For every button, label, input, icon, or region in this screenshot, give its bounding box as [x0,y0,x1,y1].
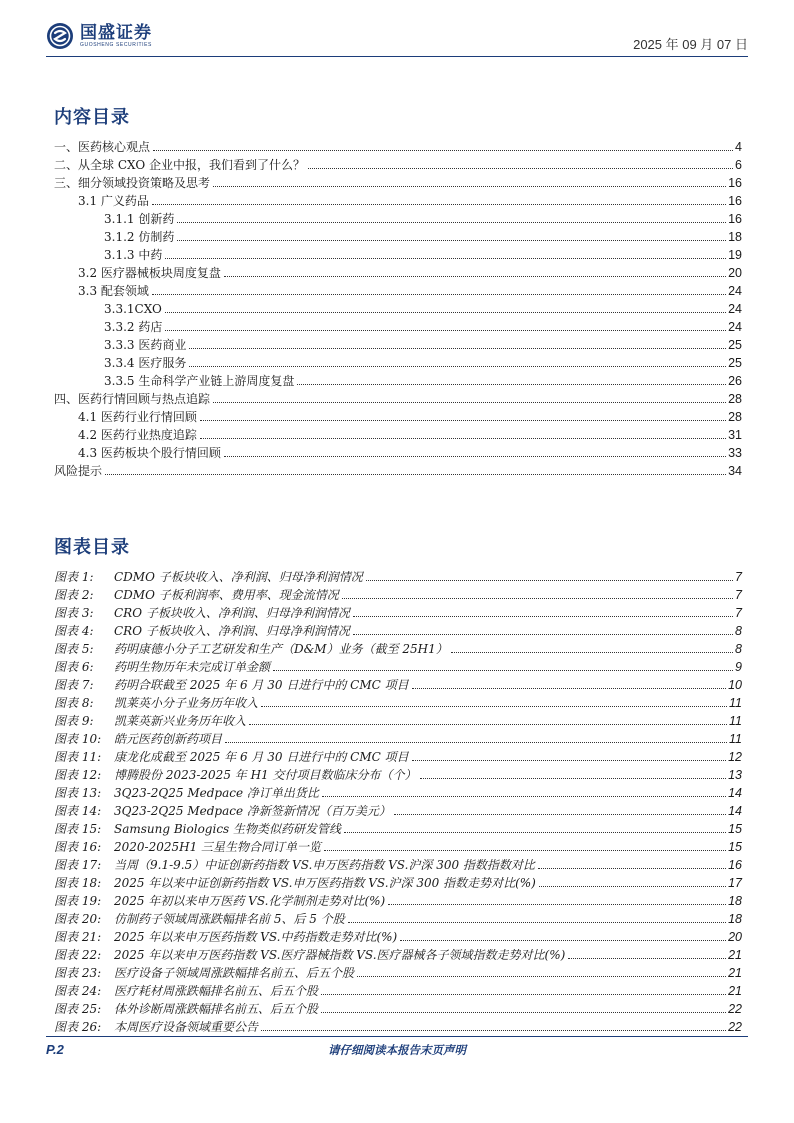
figure-entry[interactable] [54,620,742,638]
figure-list [54,566,742,1034]
toc-entry-title: 3.1.1 创新药 [104,212,175,226]
dot-leader [213,186,726,187]
toc-entry-title: 3.3.2 药店 [104,320,163,334]
dot-leader [388,904,726,905]
toc-entry-title: 3.1.2 仿制药 [104,230,175,244]
dot-leader [357,976,726,977]
toc-entry[interactable] [54,388,742,406]
figure-entry-text [54,912,345,926]
figure-label: 图表 17: [54,858,102,872]
figure-entry-page: 11 [729,732,742,746]
toc-entry-title: 3.2 医疗器械板块周度复盘 [78,266,221,280]
logo-mark-icon [46,22,74,50]
figure-entry[interactable] [54,890,742,908]
figure-label: 图表 20: [54,912,102,926]
toc-entry[interactable] [54,334,742,352]
figure-title: 药明生物历年未完成订单金额 [114,660,271,674]
toc-entry-page: 24 [728,284,742,298]
toc-entry-page: 6 [735,158,742,172]
toc-entry-title: 4.2 医药行业热度追踪 [78,428,197,442]
figure-title: CDMO 子板块收入、净利润、归母净利润情况 [114,570,363,584]
figure-entry[interactable] [54,800,742,818]
dot-leader [353,634,733,635]
dot-leader [394,814,726,815]
figure-label: 图表 4: [54,624,94,638]
toc-entry[interactable] [54,424,742,442]
figure-title: 仿制药子领域周涨跌幅排名前 5、后 5 个股 [114,912,345,926]
toc-entry-title: 3.1.3 中药 [104,248,163,262]
figure-label: 图表 18: [54,876,102,890]
figure-title: 康龙化成截至 2025 年 6 月 30 日进行中的 CMC 项目 [114,750,409,764]
toc-entry-title: 风险提示 [54,464,103,478]
toc-entry-page: 16 [728,194,742,208]
toc-entry-page: 16 [728,212,742,226]
figure-entry-text [54,804,391,818]
figure-entry-page: 11 [729,696,742,710]
figure-entry-text [54,966,354,980]
dot-leader [539,886,726,887]
figure-title: 医疗设备子领域周涨跌幅排名前五、后五个股 [114,966,355,980]
figure-entry[interactable] [54,854,742,872]
figure-title: 体外诊断周涨跌幅排名前五、后五个股 [114,1002,319,1016]
figure-label: 图表 15: [54,822,102,836]
toc-entry[interactable] [54,352,742,370]
dot-leader [322,796,726,797]
dot-leader [152,294,726,295]
figure-title: 2025 年以来申万医药指数 VS.医疗器械指数 VS.医疗器械各子领域指数走势对比(%) [114,948,566,962]
figure-entry-page: 14 [728,786,742,800]
figure-title: 药明康德小分子工艺研发和生产（D&M）业务（截至 25H1） [114,642,448,656]
dot-leader [165,258,726,259]
dot-leader [451,652,733,653]
figure-entry[interactable] [54,908,742,926]
toc-entry-title: 三、细分领域投资策略及思考 [54,176,211,190]
toc-entry-title: 一、医药核心观点 [54,140,151,154]
figure-entry-page: 22 [728,1020,742,1034]
figure-label: 图表 6: [54,660,94,674]
figure-entry-page: 12 [728,750,742,764]
figure-entry-text [54,840,321,854]
figure-entry[interactable] [54,674,742,692]
figure-entry-text [54,786,319,800]
figure-title: 博腾股份 2023-2025 年 H1 交付项目数临床分布（个） [114,768,417,782]
dot-leader [538,868,726,869]
figure-entry-text [54,984,318,998]
dot-leader [366,580,733,581]
figure-entry-page: 7 [735,606,742,620]
company-logo [46,22,152,50]
figure-entry-text [54,930,397,944]
figure-label: 图表 25: [54,1002,102,1016]
toc-entry-title: 3.3.3 医药商业 [104,338,187,352]
figure-entry-text [54,570,363,584]
page-footer [46,1036,748,1066]
figure-entry[interactable] [54,836,742,854]
dot-leader [225,742,727,743]
figure-entry-page: 13 [728,768,742,782]
figure-entry-text [54,696,258,710]
figure-label: 图表 21: [54,930,102,944]
dot-leader [177,240,726,241]
figure-entry-text [54,678,409,692]
figure-entry-page: 17 [728,876,742,890]
toc-entry[interactable] [54,208,742,226]
figure-label: 图表 3: [54,606,94,620]
toc-entry-page: 28 [728,392,742,406]
figure-entry[interactable] [54,728,742,746]
figure-entry-text [54,858,535,872]
figure-entry[interactable] [54,962,742,980]
figure-entry-text [54,894,385,908]
toc-entry-title: 四、医药行情回顾与热点追踪 [54,392,211,406]
figure-entry-text [54,660,270,674]
figure-title: 3Q23-2Q25 Medpace 净新签新情况（百万美元） [114,804,391,818]
figure-list-heading: 图表目录 [54,537,130,558]
dot-leader [152,204,726,205]
figure-entry-page: 18 [728,894,742,908]
dot-leader [308,168,733,169]
figure-label: 图表 2: [54,588,94,602]
toc-entry-page: 4 [735,140,742,154]
figure-label: 图表 22: [54,948,102,962]
figure-entry-text [54,1020,258,1034]
figure-entry-text [54,876,536,890]
dot-leader [412,760,726,761]
figure-title: 2025 年以来申万医药指数 VS.中药指数走势对比(%) [114,930,398,944]
dot-leader [200,420,726,421]
dot-leader [105,474,726,475]
figure-entry-page: 10 [728,678,742,692]
figure-title: 凯莱英小分子业务历年收入 [114,696,259,710]
figure-entry-page: 8 [735,624,742,638]
figure-label: 图表 26: [54,1020,102,1034]
toc-entry-page: 28 [728,410,742,424]
figure-label: 图表 8: [54,696,94,710]
figure-label: 图表 14: [54,804,102,818]
figure-entry[interactable] [54,710,742,728]
toc-entry-title: 二、从全球 CXO 企业中报，我们看到了什么？ [54,158,305,172]
toc-entry[interactable] [54,280,742,298]
figure-entry-text [54,606,350,620]
dot-leader [353,616,733,617]
figure-entry[interactable] [54,872,742,890]
dot-leader [261,1030,726,1031]
dot-leader [273,670,733,671]
toc-entry-page: 26 [728,374,742,388]
figure-entry[interactable] [54,656,742,674]
toc-entry[interactable] [54,154,742,172]
figure-title: 2025 年以来中证创新药指数 VS.申万医药指数 VS.沪深 300 指数走势对比(%) [114,876,536,890]
toc-entry[interactable] [54,226,742,244]
toc-entry-page: 34 [728,464,742,478]
figure-entry-page: 18 [728,912,742,926]
toc-entry-title: 3.3.4 医疗服务 [104,356,187,370]
footer-divider [46,1036,748,1037]
toc-entry-page: 33 [728,446,742,460]
figure-entry-page: 21 [728,966,742,980]
figure-title: 本周医疗设备领域重要公告 [114,1020,259,1034]
dot-leader [213,402,726,403]
dot-leader [342,598,733,599]
figure-label: 图表 13: [54,786,102,800]
figure-title: CRO 子板块收入、净利润、归母净利润情况 [114,606,350,620]
toc-entry[interactable] [54,172,742,190]
figure-entry-page: 9 [735,660,742,674]
toc-entry-title: 3.1 广义药品 [78,194,149,208]
figure-entry[interactable] [54,638,742,656]
figure-entry[interactable] [54,818,742,836]
toc-entry-page: 25 [728,338,742,352]
figure-title: CDMO 子板利润率、费用率、现金流情况 [114,588,339,602]
toc-entry-title: 3.3.1CXO [104,302,162,316]
dot-leader [261,706,727,707]
figure-title: 凯莱英新兴业务历年收入 [114,714,247,728]
figure-entry-text [54,948,565,962]
figure-entry[interactable] [54,764,742,782]
figure-entry-page: 16 [728,858,742,872]
figure-title: 2025 年初以来申万医药 VS.化学制剂走势对比(%) [114,894,386,908]
figure-entry-page: 8 [735,642,742,656]
figure-entry[interactable] [54,1016,742,1034]
figure-label: 图表 7: [54,678,94,692]
dot-leader [297,384,726,385]
page-number: P.2 [46,1042,64,1057]
toc-entry-page: 19 [728,248,742,262]
figure-title: 药明合联截至 2025 年 6 月 30 日进行中的 CMC 项目 [114,678,409,692]
toc-entry[interactable] [54,370,742,388]
page-header [46,20,748,60]
figure-entry-text [54,714,246,728]
dot-leader [400,940,726,941]
dot-leader [224,456,726,457]
figure-entry-page: 14 [728,804,742,818]
figure-label: 图表 10: [54,732,102,746]
toc-entry-page: 16 [728,176,742,190]
figure-entry[interactable] [54,980,742,998]
figure-label: 图表 1: [54,570,94,584]
toc-entry-page: 31 [728,428,742,442]
figure-entry[interactable] [54,566,742,584]
figure-title: 2020-2025H1 三星生物合同订单一览 [114,840,322,854]
figure-entry[interactable] [54,926,742,944]
figure-title: 3Q23-2Q25 Medpace 净订单出货比 [114,786,319,800]
figure-label: 图表 19: [54,894,102,908]
toc-entry[interactable] [54,406,742,424]
figure-entry-text [54,642,448,656]
toc-entry-page: 24 [728,302,742,316]
figure-entry-text [54,732,222,746]
figure-entry[interactable] [54,692,742,710]
logo-chinese-name: 国盛证券 [80,22,152,43]
figure-entry-text [54,768,417,782]
dot-leader [420,778,727,779]
toc-entry[interactable] [54,442,742,460]
figure-entry-page: 7 [735,570,742,584]
figure-label: 图表 23: [54,966,102,980]
figure-entry[interactable] [54,782,742,800]
dot-leader [568,958,726,959]
figure-entry-page: 15 [728,840,742,854]
dot-leader [224,276,726,277]
figure-entry-page: 11 [729,714,742,728]
figure-entry-page: 21 [728,948,742,962]
toc-entry-page: 25 [728,356,742,370]
toc-entry[interactable] [54,298,742,316]
figure-entry-text [54,822,341,836]
toc-entry[interactable] [54,316,742,334]
toc-entry[interactable] [54,190,742,208]
figure-entry[interactable] [54,746,742,764]
toc-entry-title: 3.3 配套领域 [78,284,149,298]
figure-title: 医疗耗材周涨跌幅排名前五、后五个股 [114,984,319,998]
figure-entry-text [54,624,350,638]
toc-entry[interactable] [54,460,742,478]
toc-entry[interactable] [54,136,742,154]
dot-leader [249,724,727,725]
figure-entry[interactable] [54,584,742,602]
dot-leader [165,312,726,313]
dot-leader [344,832,726,833]
dot-leader [177,222,726,223]
dot-leader [324,850,726,851]
figure-entry-text [54,588,339,602]
toc-entry-page: 20 [728,266,742,280]
figure-title: 当周（9.1-9.5）中证创新药指数 VS.申万医药指数 VS.沪深 300 指数指数对比 [114,858,535,872]
figure-label: 图表 9: [54,714,94,728]
figure-label: 图表 16: [54,840,102,854]
figure-entry-page: 22 [728,1002,742,1016]
dot-leader [165,330,726,331]
logo-english-name: GUOSHENG SECURITIES [80,41,152,48]
dot-leader [153,150,733,151]
figure-entry-page: 20 [728,930,742,944]
dot-leader [189,366,726,367]
footer-disclaimer: 请仔细阅读本报告末页声明 [328,1043,466,1057]
figure-label: 图表 24: [54,984,102,998]
dot-leader [189,348,726,349]
figure-entry-text [54,750,409,764]
figure-label: 图表 5: [54,642,94,656]
header-divider [46,56,748,57]
table-of-contents [54,136,742,478]
toc-entry-title: 3.3.5 生命科学产业链上游周度复盘 [104,374,295,388]
toc-heading: 内容目录 [54,107,130,128]
figure-label: 图表 12: [54,768,102,782]
dot-leader [412,688,726,689]
toc-entry-title: 4.3 医药板块个股行情回顾 [78,446,221,460]
figure-label: 图表 11: [54,750,102,764]
toc-entry-page: 24 [728,320,742,334]
toc-entry-title: 4.1 医药行业行情回顾 [78,410,197,424]
figure-entry-page: 15 [728,822,742,836]
figure-title: 皓元医药创新药项目 [114,732,223,746]
figure-title: Samsung Biologics 生物类似药研发管线 [114,822,342,836]
figure-entry[interactable] [54,998,742,1016]
dot-leader [321,1012,726,1013]
dot-leader [321,994,726,995]
figure-entry[interactable] [54,944,742,962]
toc-entry[interactable] [54,244,742,262]
figure-entry[interactable] [54,602,742,620]
figure-title: CRO 子板块收入、净利润、归母净利润情况 [114,624,350,638]
report-date: 2025 年 09 月 07 日 [633,37,748,52]
figure-entry-page: 7 [735,588,742,602]
dot-leader [348,922,726,923]
figure-entry-page: 21 [728,984,742,998]
toc-entry-page: 18 [728,230,742,244]
toc-entry[interactable] [54,262,742,280]
dot-leader [200,438,726,439]
figure-entry-text [54,1002,318,1016]
